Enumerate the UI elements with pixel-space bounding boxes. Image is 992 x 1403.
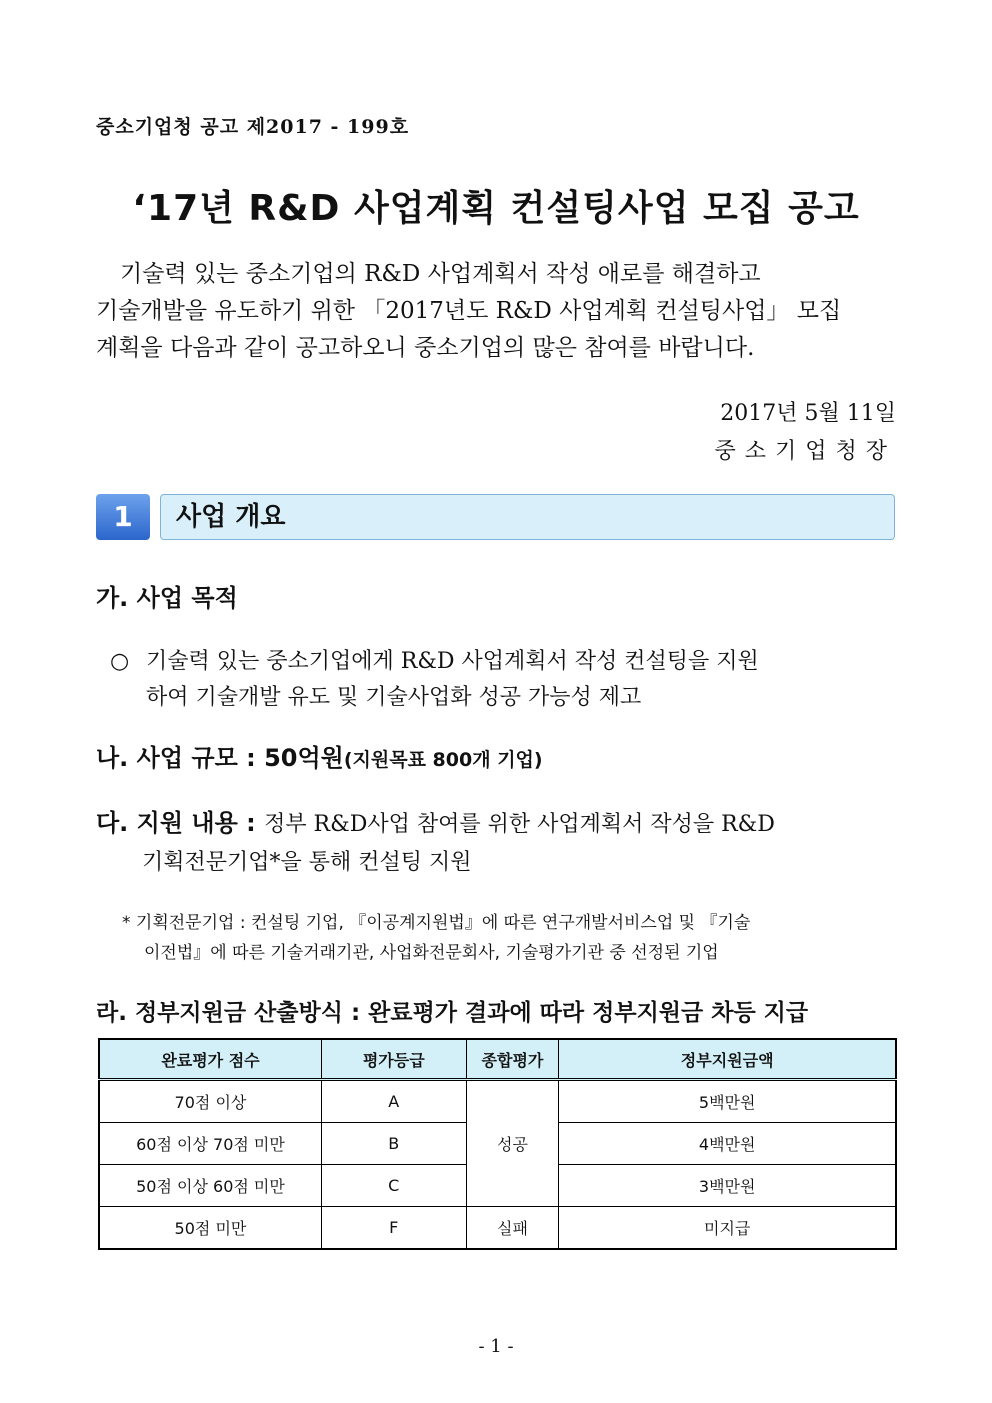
score-cell: 50점 이상 60점 미만: [99, 1165, 321, 1207]
score-cell: 60점 이상 70점 미만: [99, 1123, 321, 1165]
support-line: 기획전문기업*을 통해 컨설팅 지원: [142, 850, 472, 875]
scale-target: (지원목표 800개 기업): [343, 749, 543, 771]
purpose-bullet: [110, 644, 896, 716]
column-header: 평가등급: [321, 1039, 466, 1080]
amount-cell: 4백만원: [559, 1123, 896, 1165]
grade-cell: C: [321, 1165, 466, 1207]
footnote: [122, 908, 896, 968]
column-header: 완료평가 점수: [99, 1039, 321, 1080]
intro-line: 기술개발을 유도하기 위한 「2017년도 R&D 사업계획 컨설팅사업」 모집: [96, 298, 842, 324]
page-number: - 1 -: [478, 1336, 514, 1357]
footnote-line: * 기획전문기업 : 컨설팅 기업, 『이공계지원법』에 따른 연구개발서비스업 및 『기술: [122, 913, 751, 933]
notice-number: 중소기업청 공고 제2017 - 199호: [96, 116, 410, 138]
grade-cell: B: [321, 1123, 466, 1165]
bullet-circle-icon: ○: [110, 649, 130, 674]
announcement-date: 2017년 5월 11일: [720, 401, 896, 426]
heading-support: [96, 804, 896, 882]
scale-label: 나. 사업 규모 :: [96, 744, 265, 772]
table-header-row: [99, 1039, 896, 1080]
intro-line: 계획을 다음과 같이 공고하오니 중소기업의 많은 참여를 바랍니다.: [96, 335, 755, 361]
bullet-line: 기술력 있는 중소기업에게 R&D 사업계획서 작성 컨설팅을 지원: [146, 649, 759, 674]
intro-line: 기술력 있는 중소기업의 R&D 사업계획서 작성 애로를 해결하고: [120, 261, 761, 287]
table-row: [99, 1080, 896, 1123]
column-header: 종합평가: [466, 1039, 559, 1080]
grade-cell: A: [321, 1080, 466, 1123]
intro-paragraph: [96, 256, 896, 367]
amount-cell: 미지급: [559, 1207, 896, 1250]
score-cell: 50점 미만: [99, 1207, 321, 1250]
result-cell: 성공: [466, 1080, 559, 1207]
table-row: [99, 1207, 896, 1250]
amount-cell: 3백만원: [559, 1165, 896, 1207]
document-title: ‘17년 R&D 사업계획 컨설팅사업 모집 공고: [132, 188, 860, 229]
section-title: 사업 개요: [176, 502, 286, 532]
amount-cell: 5백만원: [559, 1080, 896, 1123]
footnote-line: 이전법』에 따른 기술거래기관, 사업화전문회사, 기술평가기관 중 선정된 기업: [144, 943, 719, 963]
support-line: 정부 R&D사업 참여를 위한 사업계획서 작성을 R&D: [264, 812, 775, 837]
scale-value: 50억원: [264, 744, 344, 772]
issuer: 중소기업청장: [714, 439, 896, 464]
section-number-badge: 1: [96, 494, 150, 540]
column-header: 정부지원금액: [559, 1039, 896, 1080]
support-label: 다. 지원 내용 :: [96, 809, 265, 837]
result-cell: 실패: [466, 1207, 559, 1250]
heading-calculation: 라. 정부지원금 산출방식 : 완료평가 결과에 따라 정부지원금 차등 지급: [96, 1000, 809, 1026]
score-cell: 70점 이상: [99, 1080, 321, 1123]
grade-cell: F: [321, 1207, 466, 1250]
bullet-line: 하여 기술개발 유도 및 기술사업화 성공 가능성 제고: [146, 685, 642, 710]
heading-scale: [96, 738, 543, 773]
heading-purpose: 가. 사업 목적: [96, 584, 238, 612]
grant-table: [98, 1038, 897, 1250]
